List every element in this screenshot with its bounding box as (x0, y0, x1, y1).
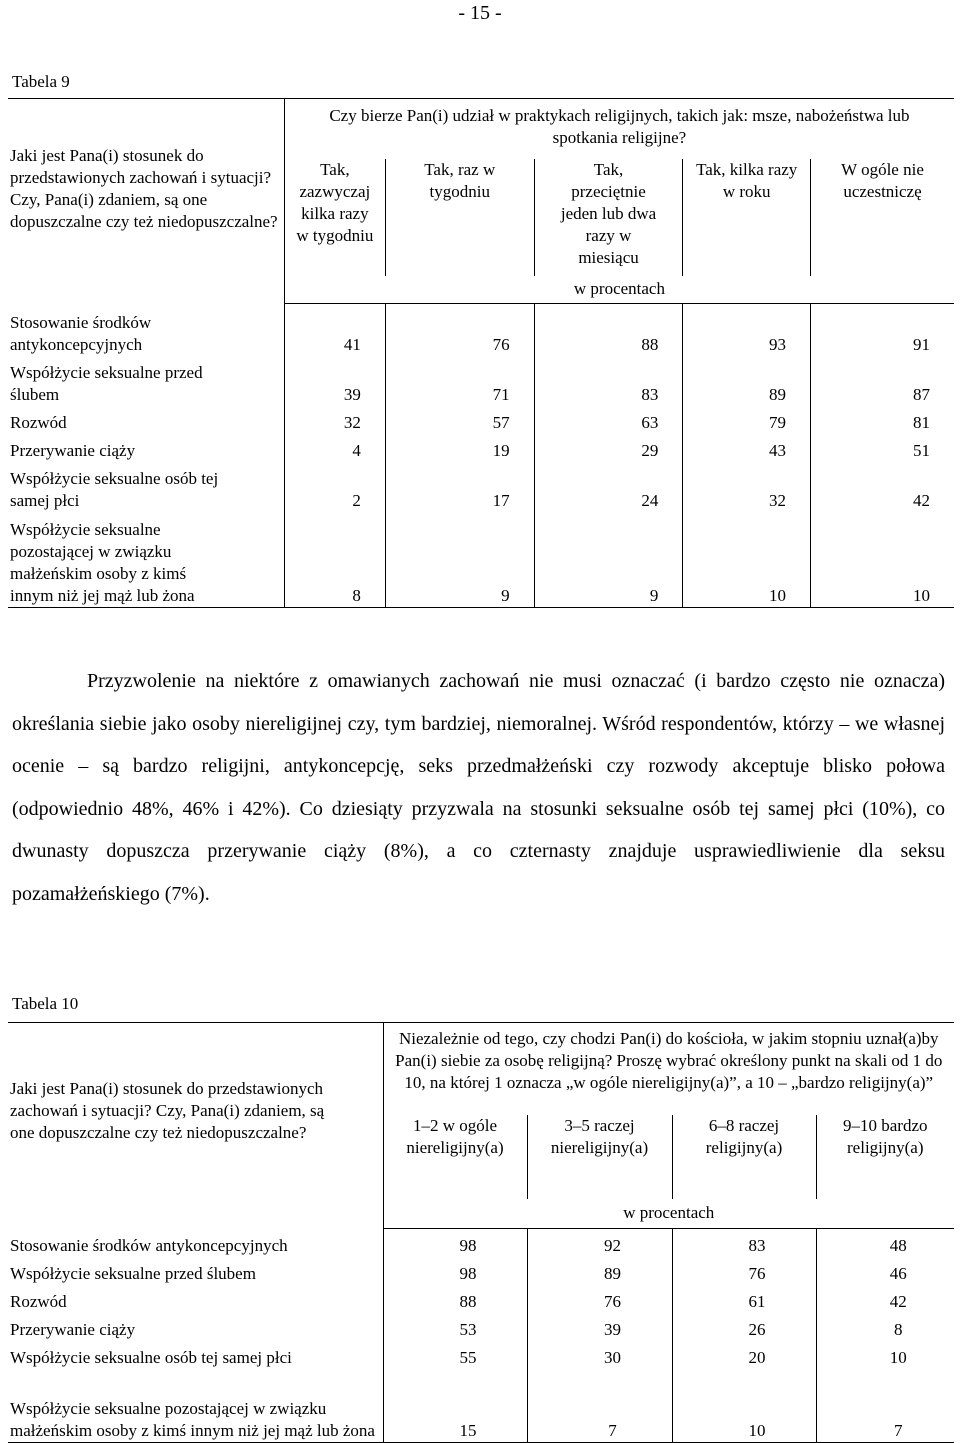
column-question: Niezależnie od tego, czy chodzi Pan(i) do kościoła, w jakim stopniu uznał(a)by Pan(i) siebie za osobę religijną? Proszę wybrać określony punkt na skali od 1 do 10, na której 1 oznacza „w ogóle niereligijny(a)”, a 10 – „bardzo religijny(a)” (383, 1023, 954, 1115)
cell-value: 9 (534, 512, 683, 608)
cell-value: 39 (527, 1313, 672, 1341)
table-row (8, 1257, 954, 1285)
cell-value: 89 (527, 1257, 672, 1285)
table-9 (8, 98, 954, 608)
table-row (8, 1369, 954, 1443)
cell-value: 10 (672, 1369, 816, 1443)
cell-value: 71 (385, 356, 534, 406)
cell-value: 4 (284, 434, 385, 462)
cell-value: 92 (527, 1229, 672, 1257)
column-question: Czy bierze Pan(i) udział w praktykach religijnych, takich jak: msze, nabożeństwa lub spotkania religijne? (284, 99, 954, 159)
cell-value: 7 (816, 1369, 954, 1443)
table-row (8, 406, 954, 434)
cell-value: 42 (913, 490, 930, 510)
cell-value: 8 (284, 512, 385, 608)
table-row (8, 462, 954, 512)
row-question: Jaki jest Pana(i) stosunek do przedstawionych zachowań i sytuacji? Czy, Pana(i) zdaniem, są one dopuszczalne czy też niedopuszczalne? (8, 99, 284, 304)
row-label: Stosowanie środków antykoncepcyjnych (8, 304, 284, 356)
cell-value: 8 (894, 1319, 903, 1339)
column-header: 6–8 raczej religijny(a) (672, 1115, 816, 1199)
column-header: Tak, raz w tygodniu (385, 159, 534, 276)
cell-value: 87 (913, 384, 930, 404)
table-row (8, 512, 954, 608)
cell-value: 17 (385, 462, 534, 512)
cell-value: 57 (385, 406, 534, 434)
table-row (8, 1341, 954, 1369)
table-9-caption: Tabela 9 (12, 72, 70, 91)
table-row (8, 304, 954, 356)
body-paragraph (12, 660, 945, 915)
page-number: - 15 - (458, 2, 502, 24)
cell-value: 15 (383, 1369, 527, 1443)
table-row (8, 434, 954, 462)
cell-value: 76 (385, 304, 534, 356)
cell-value: 20 (672, 1341, 816, 1369)
cell-value: 30 (527, 1341, 672, 1369)
cell-value: 76 (527, 1285, 672, 1313)
cell-value: 51 (913, 440, 930, 460)
row-label: Rozwód (8, 406, 284, 434)
cell-value: 29 (534, 434, 683, 462)
table-row (8, 1285, 954, 1313)
table-row (8, 1229, 954, 1257)
cell-value: 41 (284, 304, 385, 356)
cell-value: 32 (284, 406, 385, 434)
cell-value: 10 (683, 512, 811, 608)
row-label: Współżycie seksualne przed ślubem (8, 1257, 383, 1285)
table-10 (8, 1022, 954, 1443)
cell-value: 98 (383, 1257, 527, 1285)
cell-value: 42 (889, 1291, 907, 1311)
cell-value: 26 (672, 1313, 816, 1341)
cell-value: 83 (534, 356, 683, 406)
cell-value: 19 (385, 434, 534, 462)
cell-value: 10 (810, 512, 954, 608)
cell-value: 63 (534, 406, 683, 434)
cell-value: 83 (672, 1229, 816, 1257)
cell-value: 79 (683, 406, 811, 434)
row-label: Współżycie seksualne osób tej samej płci (8, 1341, 383, 1369)
row-label: Przerywanie ciąży (8, 1313, 383, 1341)
row-label: Współżycie seksualne przed ślubem (8, 356, 284, 406)
column-header: Tak, zazwyczaj kilka razy w tygodniu (284, 159, 385, 276)
cell-value: 7 (527, 1369, 672, 1443)
row-label: Stosowanie środków antykoncepcyjnych (8, 1229, 383, 1257)
cell-value: 93 (683, 304, 811, 356)
cell-value: 32 (683, 462, 811, 512)
row-label: Współżycie seksualne pozostającej w związku małżeńskim osoby z kimś innym niż jej mąż lub żona (8, 512, 284, 608)
cell-value: 88 (534, 304, 683, 356)
column-header: Tak, kilka razy w roku (683, 159, 811, 276)
table-10-caption: Tabela 10 (12, 994, 79, 1013)
cell-value: 89 (683, 356, 811, 406)
column-header: Tak, przeciętnie jeden lub dwa razy w miesiącu (534, 159, 683, 276)
cell-value: 46 (889, 1263, 907, 1283)
cell-value: 10 (889, 1347, 907, 1367)
column-header: 9–10 bardzo religijny(a) (842, 1115, 928, 1157)
cell-value: 91 (913, 334, 930, 354)
cell-value: 61 (672, 1285, 816, 1313)
row-question: Jaki jest Pana(i) stosunek do przedstawionych zachowań i sytuacji? Czy, Pana(i) zdaniem, są one dopuszczalne czy też niedopuszczalne? (8, 1023, 383, 1229)
column-header: 1–2 w ogóle niereligijny(a) (383, 1115, 527, 1199)
cell-value: 9 (385, 512, 534, 608)
row-label: Współżycie seksualne pozostającej w związku małżeńskim osoby z kimś innym niż jej mąż lub żona (8, 1369, 383, 1443)
cell-value: 39 (284, 356, 385, 406)
cell-value: 43 (683, 434, 811, 462)
cell-value: 24 (534, 462, 683, 512)
unit-label: w procentach (284, 276, 954, 304)
cell-value: 55 (383, 1341, 527, 1369)
cell-value: 88 (383, 1285, 527, 1313)
table-row (8, 1313, 954, 1341)
paragraph-text: Przyzwolenie na niektóre z omawianych zachowań nie musi oznaczać (i bardzo często nie oznacza) określania siebie jako osoby niereligijnej czy, tym bardziej, niemoralnej. Wśród respondentów, którzy – we własnej ocenie – są bardzo religijni, antykoncepcję, seks przedmałżeński czy rozwody akceptuje blisko połowa (odpowiednio 48%, 46% i 42%). Co dziesiąty przyzwala na stosunki seksualne osób tej samej płci (10%), co dwunasty dopuszcza przerywanie ciąży (8%), a co czternasty znajduje usprawiedliwienie dla seksu pozamałżeńskiego (7%). (12, 670, 945, 905)
cell-value: 76 (672, 1257, 816, 1285)
unit-label: w procentach (383, 1199, 954, 1229)
column-header: 3–5 raczej niereligijny(a) (527, 1115, 672, 1199)
cell-value: 98 (383, 1229, 527, 1257)
row-label: Rozwód (8, 1285, 383, 1313)
table-row (8, 356, 954, 406)
row-label: Współżycie seksualne osób tej samej płci (8, 462, 284, 512)
cell-value: 53 (383, 1313, 527, 1341)
column-header: W ogóle nie uczestniczę (841, 159, 924, 201)
cell-value: 2 (284, 462, 385, 512)
row-label: Przerywanie ciąży (8, 434, 284, 462)
cell-value: 81 (913, 412, 930, 432)
cell-value: 48 (889, 1235, 907, 1255)
